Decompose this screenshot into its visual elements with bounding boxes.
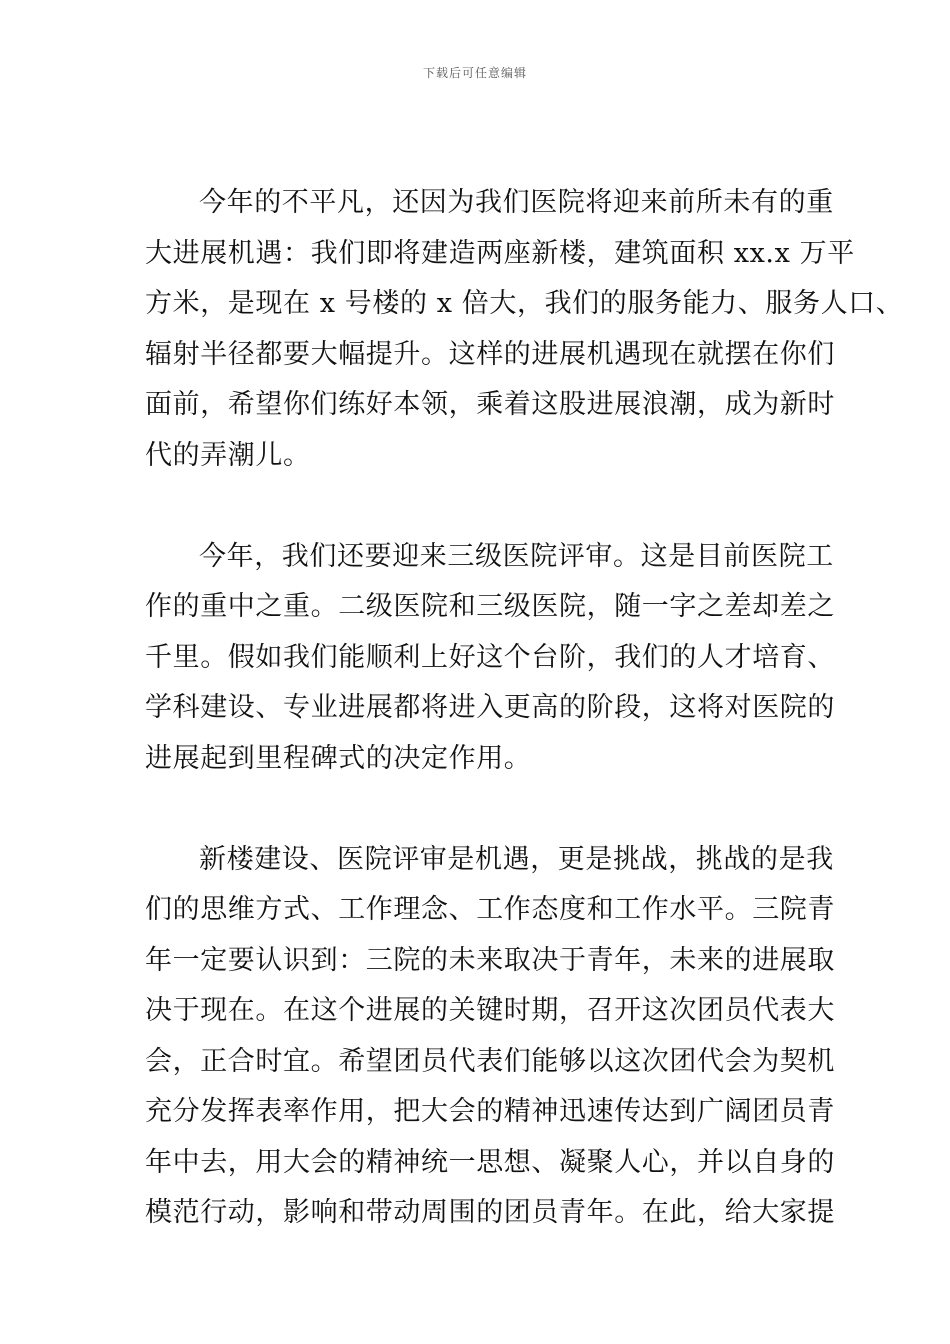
text-line: 学科建设、专业进展都将进入更高的阶段，这将对医院的 — [145, 692, 835, 723]
text-line: 辐射半径都要大幅提升。这样的进展机遇现在就摆在你们 — [145, 338, 835, 370]
text-line: 方米，是现在 x 号楼的 x 倍大，我们的服务能力、服务人口、 — [145, 288, 904, 319]
paragraph-3 — [145, 835, 835, 1239]
text-line: 进展起到里程碑式的决定作用。 — [145, 742, 532, 774]
text-line: 们的思维方式、工作理念、工作态度和工作水平。三院青 — [145, 894, 835, 925]
text-line: 会，正合时宜。希望团员代表们能够以这次团代会为契机 — [145, 1045, 835, 1077]
document-body — [145, 178, 904, 1239]
text-line: 面前，希望你们练好本领，乘着这股进展浪潮，成为新时 — [145, 389, 835, 420]
text-line: 充分发挥表率作用，把大会的精神迅速传达到广阔团员青 — [145, 1096, 835, 1127]
paragraph-2 — [145, 532, 835, 785]
text-line: 代的弄潮儿。 — [145, 439, 311, 471]
text-line: 新楼建设、医院评审是机遇，更是挑战，挑战的是我 — [199, 843, 834, 875]
text-line: 模范行动，影响和带动周围的团员青年。在此，给大家提 — [145, 1197, 835, 1228]
paragraph-gap — [145, 784, 810, 835]
text-line: 今年的不平凡，还因为我们医院将迎来前所未有的重 — [199, 187, 834, 218]
paragraph-gap — [145, 481, 810, 532]
text-line: 年中去，用大会的精神统一思想、凝聚人心，并以自身的 — [145, 1146, 835, 1178]
page-header: 下载后可任意编辑 — [422, 66, 527, 80]
text-line: 千里。假如我们能顺利上好这个台阶，我们的人才培育、 — [145, 641, 835, 673]
text-line: 作的重中之重。二级医院和三级医院，随一字之差却差之 — [145, 591, 835, 622]
text-line: 决于现在。在这个进展的关键时期，召开这次团员代表大 — [145, 995, 835, 1026]
text-line: 今年，我们还要迎来三级医院评审。这是目前医院工 — [199, 540, 834, 572]
text-line: 大进展机遇：我们即将建造两座新楼，建筑面积 xx.x 万平 — [145, 237, 855, 269]
paragraph-1 — [145, 178, 904, 481]
text-line: 年一定要认识到：三院的未来取决于青年，未来的进展取 — [145, 944, 835, 976]
